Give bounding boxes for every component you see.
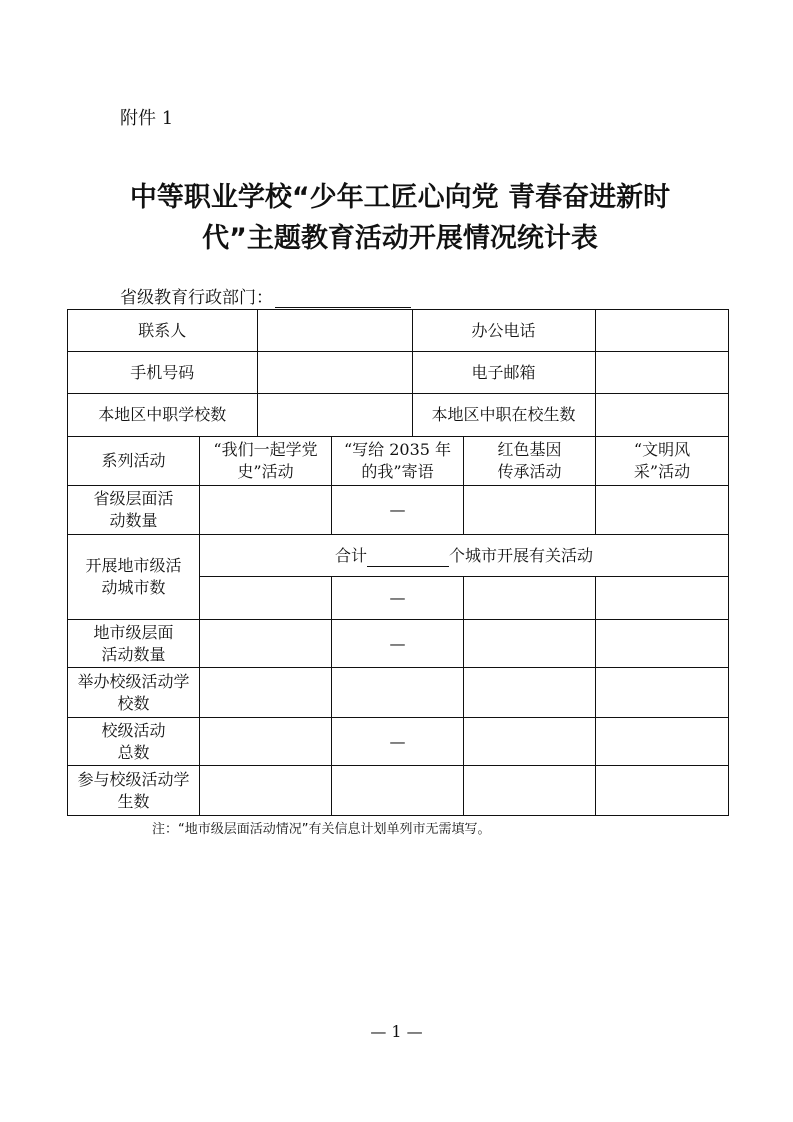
provincial-row [68, 486, 729, 535]
city-count-total-row [68, 535, 729, 577]
city-level-cell-3[interactable] [464, 620, 596, 668]
city-count-total [200, 535, 729, 577]
students-cell-1[interactable] [200, 766, 332, 816]
total-prefix: 合计 [334, 545, 367, 565]
school-total-cell-3[interactable] [464, 718, 596, 766]
office-phone-field[interactable] [595, 310, 728, 351]
info-row-3 [68, 394, 729, 437]
school-total-row [68, 718, 729, 766]
city-count-cell-4[interactable] [596, 577, 729, 620]
schools-label: 举办校级活动学校数 [68, 668, 200, 718]
city-level-label: 地市级层面活动数量 [68, 620, 200, 668]
attachment-label: 附件 1 [120, 108, 174, 129]
contact-label: 联系人 [138, 320, 187, 340]
column-header-party-history: “我们一起学党史”活动 [200, 437, 332, 486]
series-header: 系列活动 [68, 437, 200, 486]
document-title-line-1: 中等职业学校“少年工匠心向党 青春奋进新时 [129, 182, 671, 213]
info-row-1 [68, 310, 729, 352]
school-total-cell-1[interactable] [200, 718, 332, 766]
page-number: — 1 — [370, 1022, 423, 1041]
school-count-label: 本地区中职学校数 [98, 405, 227, 424]
provincial-cell-2-dash: — [332, 486, 464, 535]
column-header-red-gene: 红色基因传承活动 [464, 437, 596, 486]
students-cell-4[interactable] [596, 766, 729, 816]
school-count-field[interactable] [257, 394, 412, 436]
provincial-cell-3[interactable] [464, 486, 596, 535]
schools-cell-2[interactable] [332, 668, 464, 718]
column-header-2035: “写给 2035 年的我”寄语 [332, 437, 464, 486]
schools-cell-3[interactable] [464, 668, 596, 718]
students-cell-2[interactable] [332, 766, 464, 816]
document-title-line-2: 代”主题教育活动开展情况统计表 [202, 223, 598, 254]
city-level-cell-1[interactable] [200, 620, 332, 668]
city-count-cell-2-dash: — [332, 577, 464, 620]
email-field[interactable] [595, 352, 728, 393]
schools-cell-4[interactable] [596, 668, 729, 718]
statistics-table [67, 309, 729, 816]
email-label: 电子邮箱 [412, 352, 595, 393]
department-label: 省级教育行政部门： [120, 288, 273, 308]
mobile-label: 手机号码 [130, 362, 195, 382]
provincial-cell-1[interactable] [200, 486, 332, 535]
city-count-label: 开展地市级活动城市数 [68, 535, 200, 620]
activity-header-row [68, 437, 729, 486]
footnote: 注：“地市级层面活动情况”有关信息计划单列市无需填写。 [152, 822, 491, 837]
school-total-cell-4[interactable] [596, 718, 729, 766]
student-count-field[interactable] [595, 394, 728, 436]
student-count-label: 本地区中职在校生数 [412, 394, 595, 436]
city-count-blank[interactable] [367, 548, 449, 567]
city-level-cell-4[interactable] [596, 620, 729, 668]
students-row [68, 766, 729, 816]
school-total-label: 校级活动总数 [68, 718, 200, 766]
provincial-cell-4[interactable] [596, 486, 729, 535]
schools-cell-1[interactable] [200, 668, 332, 718]
city-level-cell-2-dash: — [332, 620, 464, 668]
city-count-cell-3[interactable] [464, 577, 596, 620]
mobile-field[interactable] [257, 352, 412, 393]
total-suffix: 个城市开展有关活动 [448, 545, 593, 565]
contact-field[interactable] [257, 310, 412, 351]
schools-row [68, 668, 729, 718]
students-label: 参与校级活动学生数 [68, 766, 200, 816]
department-blank[interactable] [275, 289, 411, 308]
provincial-label: 省级层面活动数量 [68, 486, 200, 535]
column-header-civilization: “文明风采”活动 [596, 437, 729, 486]
students-cell-3[interactable] [464, 766, 596, 816]
city-count-cell-1[interactable] [200, 577, 332, 620]
office-phone-label: 办公电话 [412, 310, 595, 351]
school-total-cell-2-dash: — [332, 718, 464, 766]
info-row-2 [68, 352, 729, 394]
department-line [120, 283, 411, 308]
city-level-row [68, 620, 729, 668]
